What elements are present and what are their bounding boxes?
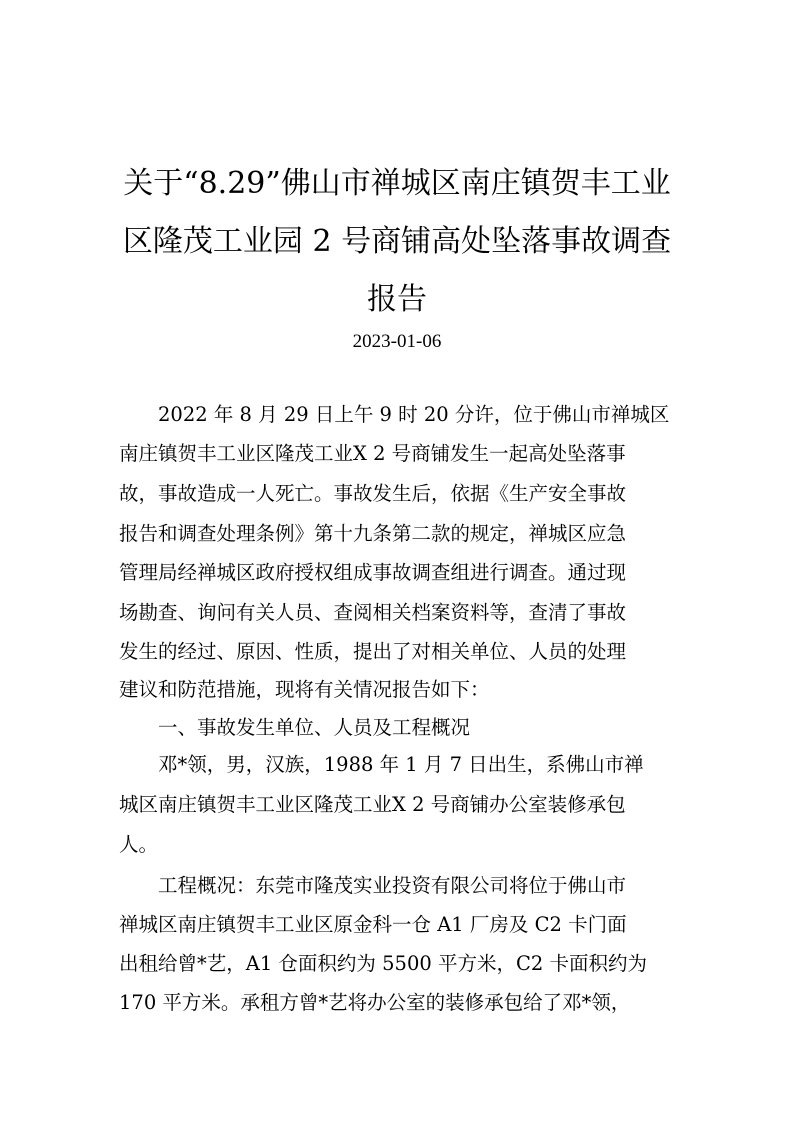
paragraph-line: 建议和防范措施，现将有关情况报告如下：: [119, 678, 490, 701]
paragraph-line: 人。: [119, 833, 159, 856]
paragraph-line: 南庄镇贺丰工业区隆茂工业Ⅹ 2 号商铺发生一起高处坠落事: [119, 442, 626, 465]
paragraph-line: 报告和调查处理条例》第十九条第二款的规定，禅城区应急: [119, 522, 627, 545]
paragraph-line: 工程概况：东莞市隆茂实业投资有限公司将位于佛山市: [119, 874, 627, 897]
paragraph-line: 发生的经过、原因、性质，提出了对相关单位、人员的处理: [119, 640, 627, 663]
paragraph-line: 170 平方米。承租方曾*艺将办公室的装修承包给了邓*领，: [119, 991, 631, 1014]
paragraph-line: 2022 年 8 月 29 日上午 9 时 20 分许，位于佛山市禅城区: [119, 403, 670, 426]
report-date: 2023-01-06: [352, 331, 442, 352]
section-heading: 一、事故发生单位、人员及工程概况: [119, 716, 471, 739]
paragraph-line: 故，事故造成一人死亡。事故发生后，依据《生产安全事故: [119, 482, 627, 505]
title-line-1: 关于“8.29”佛山市禅城区南庄镇贺丰工业: [123, 166, 671, 201]
title-line-2: 区隆茂工业园 2 号商铺高处坠落事故调查: [122, 224, 672, 259]
paragraph-line: 出租给曾*艺，A1 仓面积约为 5500 平方米，C2 卡面积约为: [119, 952, 647, 975]
paragraph-line: 城区南庄镇贺丰工业区隆茂工业Ⅹ 2 号商铺办公室装修承包: [119, 793, 626, 816]
paragraph-line: 管理局经禅城区政府授权组成事故调查组进行调查。通过现: [119, 561, 627, 584]
paragraph-line: 场勘查、询问有关人员、查阅相关档案资料等，查清了事故: [119, 601, 627, 624]
title-line-3: 报告: [367, 282, 427, 317]
paragraph-line: 邓*领，男，汉族，1988 年 1 月 7 日出生，系佛山市禅: [119, 753, 644, 776]
paragraph-line: 禅城区南庄镇贺丰工业区原金科一仓 A1 厂房及 C2 卡门面: [119, 913, 627, 936]
